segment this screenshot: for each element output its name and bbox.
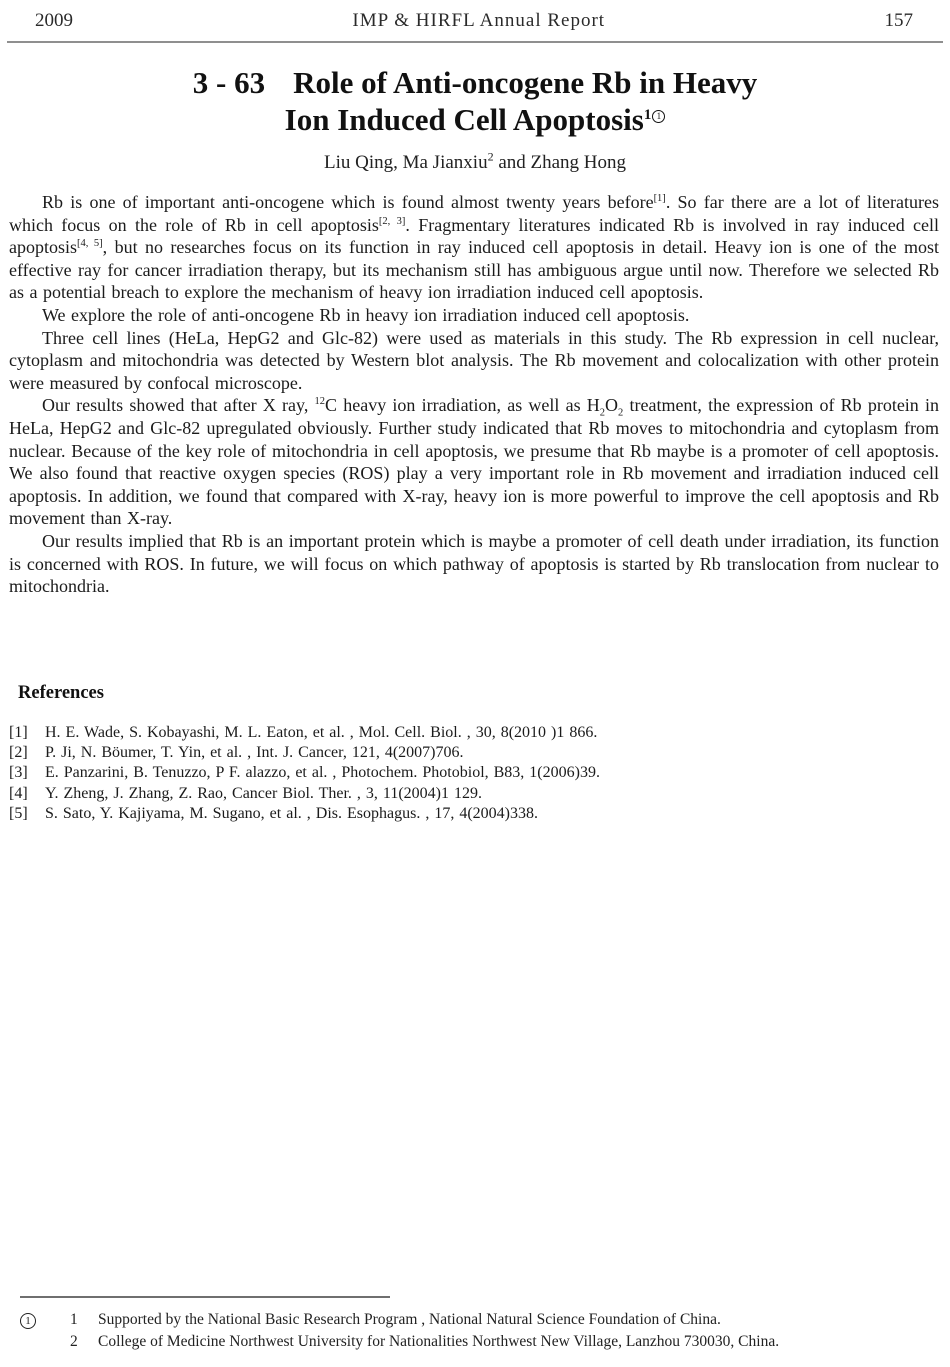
circled-one-icon: 1	[20, 1313, 36, 1329]
footnote-item-2	[20, 1331, 930, 1353]
reference-text: S. Sato, Y. Kajiyama, M. Sugano, et al. , Dis. Esophagus. , 17, 4(2004)338.	[45, 804, 538, 822]
footnote-rule	[20, 1296, 390, 1298]
reference-number: [5]	[9, 804, 28, 822]
paragraph-5: Our results implied that Rb is an important protein which is maybe a promoter of cell death under irradiation, its function is concerned with ROS. In future, we will focus on which pathway of apoptosis is started by Rb translocation from nuclear to mitochondria.	[9, 530, 939, 597]
footnote-marker	[20, 1309, 70, 1331]
reference-item-2	[9, 743, 939, 763]
reference-text: H. E. Wade, S. Kobayashi, M. L. Eaton, et al. , Mol. Cell. Biol. , 30, 8(2010 )1 866.	[45, 724, 598, 741]
footnote-section	[20, 1296, 930, 1353]
footnote-marker-spacer	[20, 1331, 70, 1353]
header-year: 2009	[35, 10, 73, 31]
header-page-number: 157	[884, 10, 913, 31]
article-title-text2: Ion Induced Cell Apoptosis	[284, 102, 644, 137]
header-rule	[7, 41, 943, 43]
references-section	[9, 683, 939, 824]
footnote-number: 1	[70, 1311, 78, 1328]
footnote-item-1	[20, 1309, 930, 1331]
reference-text: Y. Zheng, J. Zhang, Z. Rao, Cancer Biol. Ther. , 3, 11(2004)1 129.	[45, 784, 482, 802]
header-journal-title: IMP & HIRFL Annual Report	[352, 10, 606, 31]
reference-number: [2]	[9, 744, 28, 762]
title-footnote-marker	[644, 107, 666, 123]
reference-number: [1]	[9, 724, 28, 741]
reference-item-1	[9, 723, 939, 743]
references-list	[9, 723, 939, 824]
article-title-line1	[0, 64, 950, 101]
circled-one-icon: 1	[652, 110, 665, 123]
title-footnote-number: 1	[643, 106, 652, 123]
article-title-text1: Role of Anti-oncogene Rb in Heavy	[293, 65, 758, 100]
paragraph-3: Three cell lines (HeLa, HepG2 and Glc-82) were used as materials in this study. The Rb expression in cell nuclear, cytoplasm and mitochondria was detected by Western blot analysis. The Rb movement and colocalization with other protein were measured by confocal microscope.	[9, 327, 939, 393]
reference-text: E. Panzarini, B. Tenuzzo, P F. alazzo, et al. , Photochem. Photobiol, B83, 1(2006)39.	[45, 764, 600, 782]
paragraph-4: Our results showed that after X ray, $^{12}$C heavy ion irradiation, as well as $H_2O_2$ treatment, the expression of Rb protein in HeLa, HepG2 and Glc-82 upregulated obviously. Further study indicated that Rb moves to mitochondria and cytoplasm from nuclear. Because of the key role of mitochondria in cell apoptosis, we presume that Rb maybe is a promoter of cell apoptosis. We also found that reactive oxygen species (ROS) play a very important role in Rb movement and irradiation induced cell apoptosis. In addition, we found that compared with X-ray, heavy ion is more powerful to improve the cell apoptosis and Rb movement than X-ray.	[9, 395, 939, 529]
reference-item-4	[9, 784, 939, 804]
reference-item-3	[9, 763, 939, 783]
article-number: 3 - 63	[192, 65, 266, 100]
reference-text: P. Ji, N. Böumer, T. Yin, et al. , Int. J. Cancer, 121, 4(2007)706.	[45, 744, 464, 762]
article-title-line2	[0, 101, 950, 138]
footnote-text: Supported by the National Basic Research Program , National Natural Science Foundation of China.	[98, 1311, 721, 1328]
reference-item-5	[9, 804, 939, 824]
reference-number: [4]	[9, 784, 28, 802]
footnote-text: College of Medicine Northwest University for Nationalities Northwest New Village, Lanzhou 730030, China.	[98, 1333, 780, 1350]
references-heading: References	[18, 683, 104, 703]
paragraph-1: Rb is one of important anti-oncogene which is found almost twenty years before[1]. So far there are a lot of literatures which focus on the role of Rb in cell apoptosis[2, 3]. Fragmentary literatures indicated Rb is involved in ray induced cell apoptosis[4, 5], but no researches focus on its function in ray induced cell apoptosis in detail. Heavy ion is one of the most effective ray for cancer irradiation therapy, but its mechanism still has ambiguous argue until now. Therefore we selected Rb as a potential breach to explore the mechanism of heavy ion irradiation induced cell apoptosis.	[9, 192, 940, 303]
running-header	[35, 10, 913, 32]
footnote-number: 2	[70, 1333, 78, 1350]
abstract-body	[9, 191, 939, 598]
article-title	[0, 64, 950, 138]
reference-number: [3]	[9, 764, 28, 782]
authors-line: Liu Qing, Ma Jianxiu$^2$ and Zhang Hong	[323, 149, 627, 173]
paragraph-2: We explore the role of anti-oncogene Rb in heavy ion irradiation induced cell apoptosis.	[42, 304, 690, 325]
